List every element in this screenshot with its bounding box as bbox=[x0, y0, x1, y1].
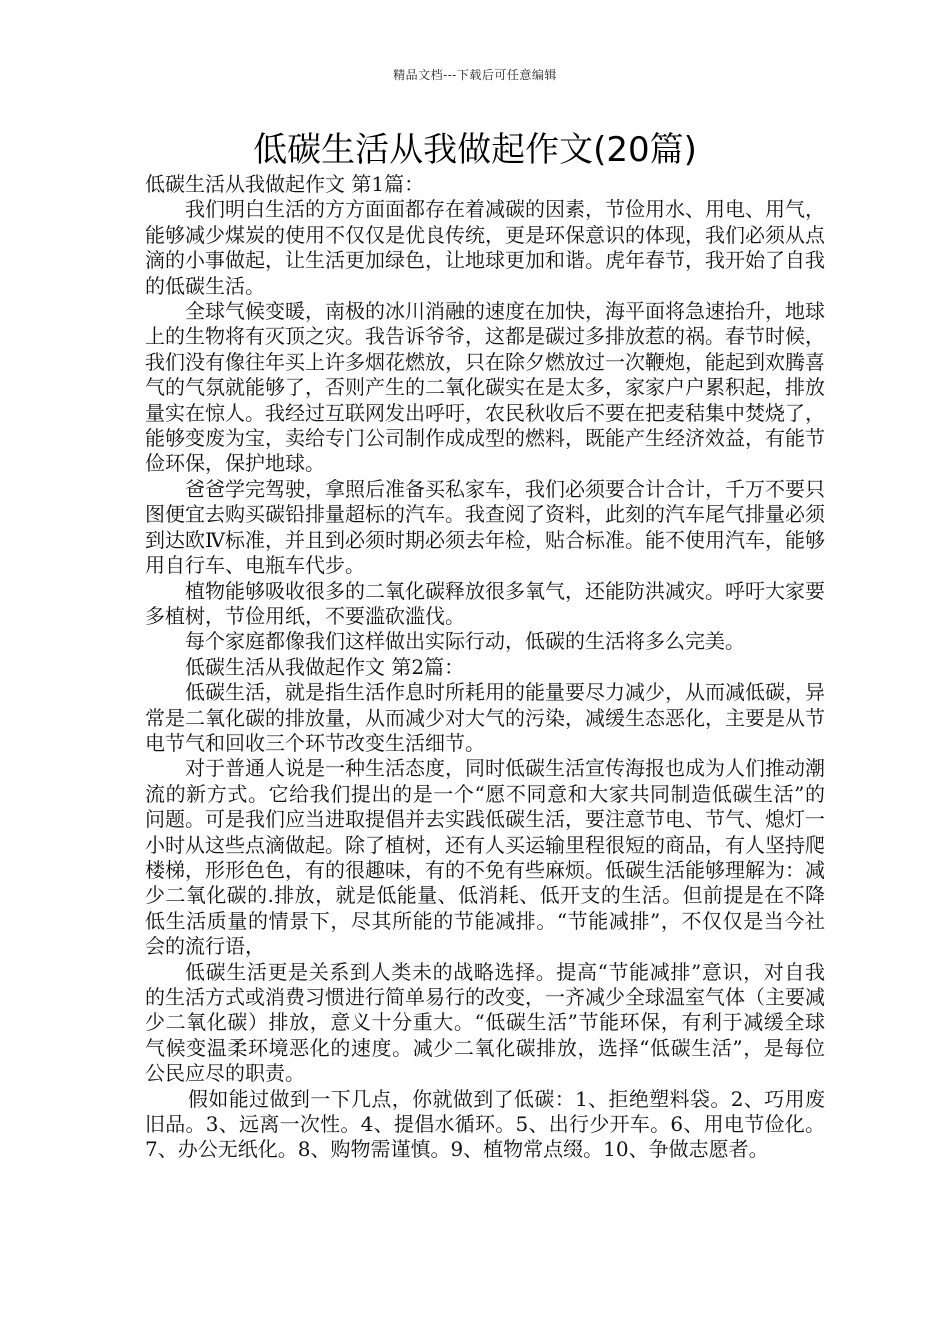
paragraph: 植物能够吸收很多的二氧化碳释放很多氧气，还能防洪减灾。呼吁大家要多植树，节俭用纸，不要滥砍滥伐。 bbox=[145, 578, 825, 628]
section-heading-1: 低碳生活从我做起作文 第1篇： bbox=[145, 172, 425, 196]
paragraph: 我们明白生活的方方面面都存在着减碳的因素，节俭用水、用电、用气，能够减少煤炭的使用不仅仅是优良传统，更是环保意识的体现，我们必须从点滴的小事做起，让生活更加绿色，让地球更加和谐。虎年春节，我开始了自我的低碳生活。 bbox=[145, 197, 825, 298]
paragraph: 每个家庭都像我们这样做出实际行动，低碳的生活将多么完美。 bbox=[185, 629, 745, 654]
document-title: 低碳生活从我做起作文(20篇) bbox=[253, 130, 697, 170]
paragraph: 对于普通人说是一种生活态度，同时低碳生活宣传海报也成为人们推动潮流的新方式。它给我们提出的是一个“愿不同意和大家共同制造低碳生活”的问题。可是我们应当进取提倡并去实践低碳生活，要注意节电、节气、熄灯一小时从这些点滴做起。除了植树，还有人买运输里程很短的商品，有人坚持爬楼梯，形形色色，有的很趣味，有的不免有些麻烦。低碳生活能够理解为：减少二氧化碳的.排放，就是低能量、低消耗、低开支的生活。但前提是在不降低生活质量的情景下，尽其所能的节能减排。“节能减排”，不仅仅是当今社会的流行语， bbox=[145, 756, 825, 959]
paragraph: 低碳生活，就是指生活作息时所耗用的能量要尽力减少，从而减低碳，异常是二氧化碳的排放量，从而减少对大气的污染，减缓生态恶化，主要是从节电节气和回收三个环节改变生活细节。 bbox=[145, 680, 825, 755]
paragraph: 假如能过做到一下几点，你就做到了低碳：1、拒绝塑料袋。2、巧用废旧品。3、远离一次性。4、提倡水循环。5、出行少开车。6、用电节俭化。7、办公无纸化。8、购物需谨慎。9、植物常点缀。10、争做志愿者。 bbox=[145, 1086, 825, 1162]
paragraph: 低碳生活更是关系到人类未的战略选择。提高“节能减排”意识，对自我的生活方式或消费习惯进行简单易行的改变，一齐减少全球温室气体（主要减少二氧化碳）排放，意义十分重大。“低碳生活”节能环保，有利于减缓全球气候变温柔环境恶化的速度。减少二氧化碳排放，选择“低碳生活”，是每位公民应尽的职责。 bbox=[145, 959, 825, 1086]
paragraph: 爸爸学完驾驶，拿照后准备买私家车，我们必须要合计合计，千万不要只图便宜去购买碳铅排量超标的汽车。我查阅了资料，此刻的汽车尾气排量必须到达欧Ⅳ标准，并且到必须时期必须去年检，贴合标准。能不使用汽车，能够用自行车、电瓶车代步。 bbox=[145, 476, 825, 578]
article-body bbox=[145, 172, 825, 1163]
header-note: 精品文档---下载后可任意编辑 bbox=[393, 68, 557, 82]
section-heading-2: 低碳生活从我做起作文 第2篇： bbox=[185, 654, 465, 679]
paragraph: 全球气候变暖，南极的冰川消融的速度在加快，海平面将急速抬升，地球上的生物将有灭顶之灾。我告诉爷爷，这都是碳过多排放惹的祸。春节时候，我们没有像往年买上许多烟花燃放，只在除夕燃放过一次鞭炮，能起到欢腾喜气的气氛就能够了，否则产生的二氧化碳实在是太多，家家户户累积起，排放量实在惊人。我经过互联网发出呼吁，农民秋收后不要在把麦秸集中焚烧了，能够变废为宝，卖给专门公司制作成成型的燃料，既能产生经济效益，有能节俭环保，保护地球。 bbox=[145, 299, 825, 476]
